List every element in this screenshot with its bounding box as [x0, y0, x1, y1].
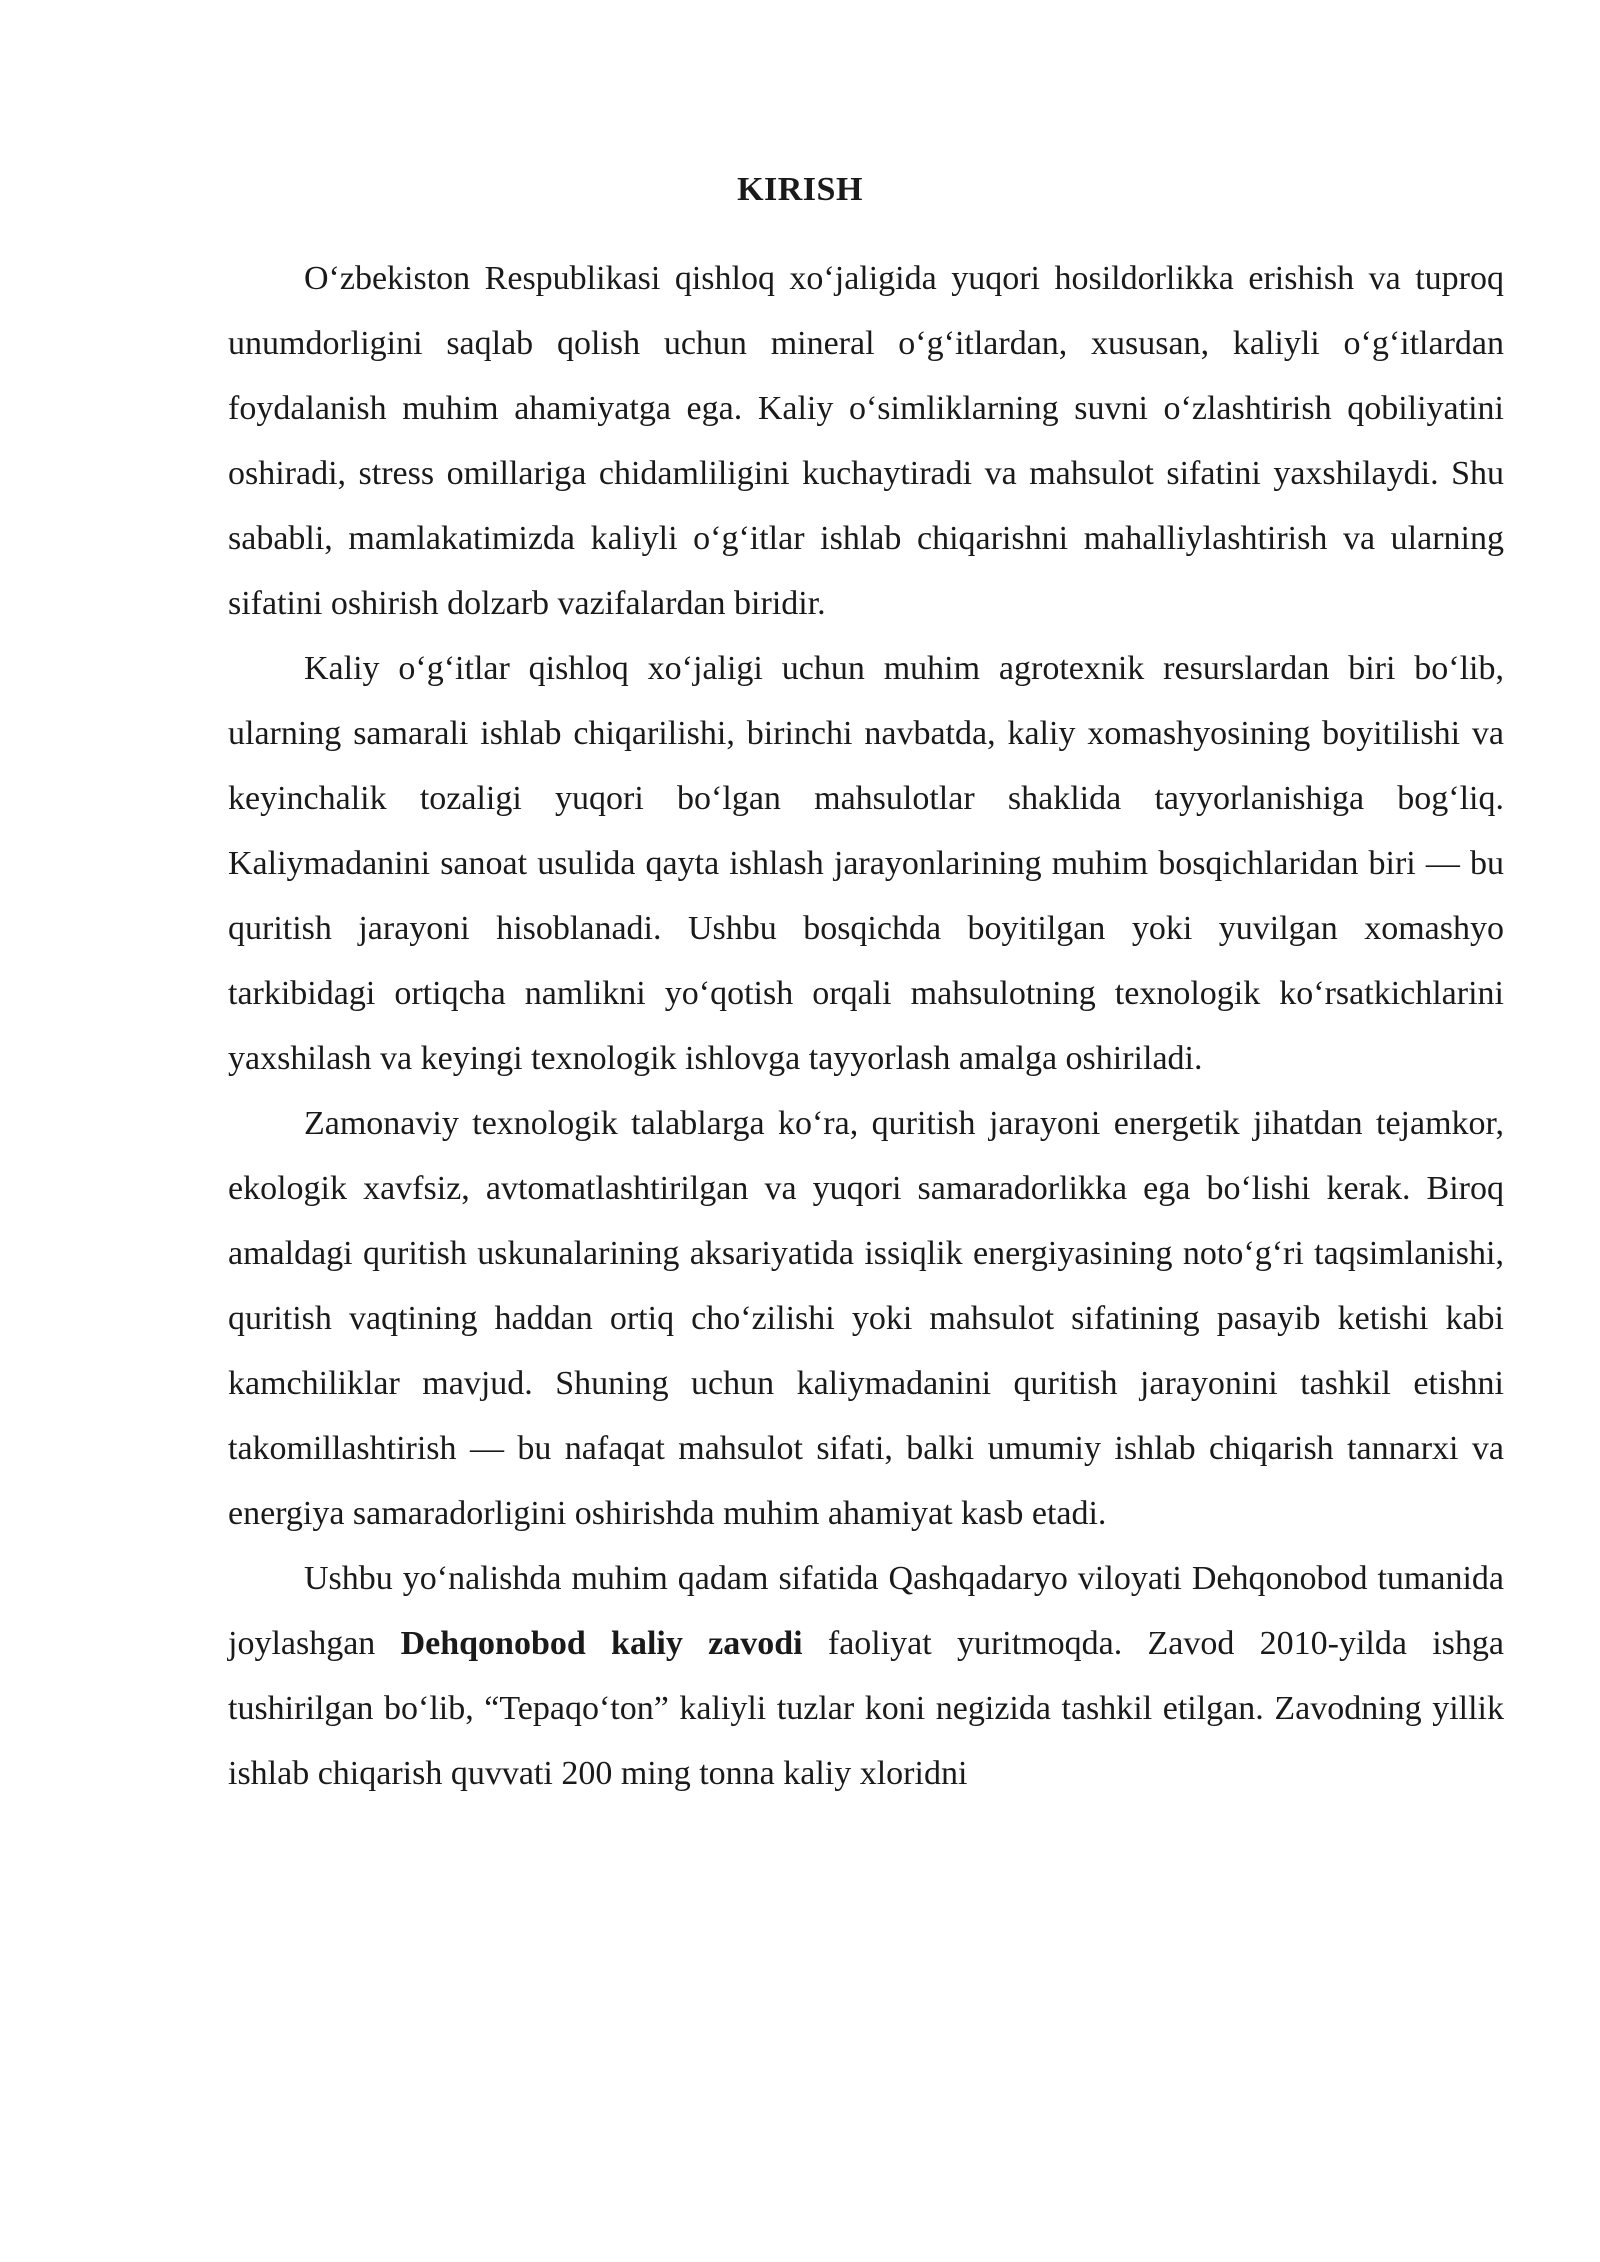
paragraph-4-rest: faoliyat yuritmoqda. Zavod 2010-yilda ishga tushirilgan bo‘lib, “Tepaqo‘ton” kaliyli tuzlar koni negizida tashkil etilgan. Zavodning yillik ishlab chiqarish quvvati 200 ming tonna kaliy xloridni	[228, 1625, 1504, 1792]
page-title: KIRISH	[737, 171, 863, 208]
paragraph-4-lead: Ushbu yo‘nalishda muhim qadam sifatida Qashqadaryo viloyati Dehqonobod tumanida joylashgan	[228, 1560, 1504, 1662]
body-text	[228, 246, 1504, 1806]
paragraph-2: Kaliy o‘g‘itlar qishloq xo‘jaligi uchun muhim agrotexnik resurslardan biri bo‘lib, ularning samarali ishlab chiqarilishi, birinchi navbatda, kaliy xomashyosining boyitilishi va keyinchalik tozaligi yuqori bo‘lgan mahsulotlar shaklida tayyorlanishiga bog‘liq. Kaliymadanini sanoat usulida qayta ishlash jarayonlarining muhim bosqichlaridan biri — bu quritish jarayoni hisoblanadi. Ushbu bosqichda boyitilgan yoki yuvilgan xomashyo tarkibidagi ortiqcha namlikni yo‘qotish orqali mahsulotning texnologik ko‘rsatkichlarini yaxshilash va keyingi texnologik ishlovga tayyorlash amalga oshiriladi.	[228, 650, 1504, 1077]
paragraph-1: O‘zbekiston Respublikasi qishloq xo‘jaligida yuqori hosildorlikka erishish va tuproq unumdorligini saqlab qolish uchun mineral o‘g‘itlardan, xususan, kaliyli o‘g‘itlardan foydalanish muhim ahamiyatga ega. Kaliy o‘simliklarning suvni o‘zlashtirish qobiliyatini oshiradi, stress omillariga chidamliligini kuchaytiradi va mahsulot sifatini yaxshilaydi. Shu sababli, mamlakatimizda kaliyli o‘g‘itlar ishlab chiqarishni mahalliylashtirish va ularning sifatini oshirish dolzarb vazifalardan biridir.	[228, 260, 1504, 622]
paragraph-3: Zamonaviy texnologik talablarga ko‘ra, quritish jarayoni energetik jihatdan tejamkor, ekologik xavfsiz, avtomatlashtirilgan va yuqori samaradorlikka ega bo‘lishi kerak. Biroq amaldagi quritish uskunalarining aksariyatida issiqlik energiyasining noto‘g‘ri taqsimlanishi, quritish vaqtining haddan ortiq cho‘zilishi yoki mahsulot sifatining pasayib ketishi kabi kamchiliklar mavjud. Shuning uchun kaliymadanini quritish jarayonini tashkil etishni takomillashtirish — bu nafaqat mahsulot sifati, balki umumiy ishlab chiqarish tannarxi va energiya samaradorligini oshirishda muhim ahamiyat kasb etadi.	[228, 1105, 1504, 1532]
paragraph-4	[228, 1546, 1504, 1806]
factory-name: Dehqonobod kaliy zavodi	[400, 1625, 803, 1662]
